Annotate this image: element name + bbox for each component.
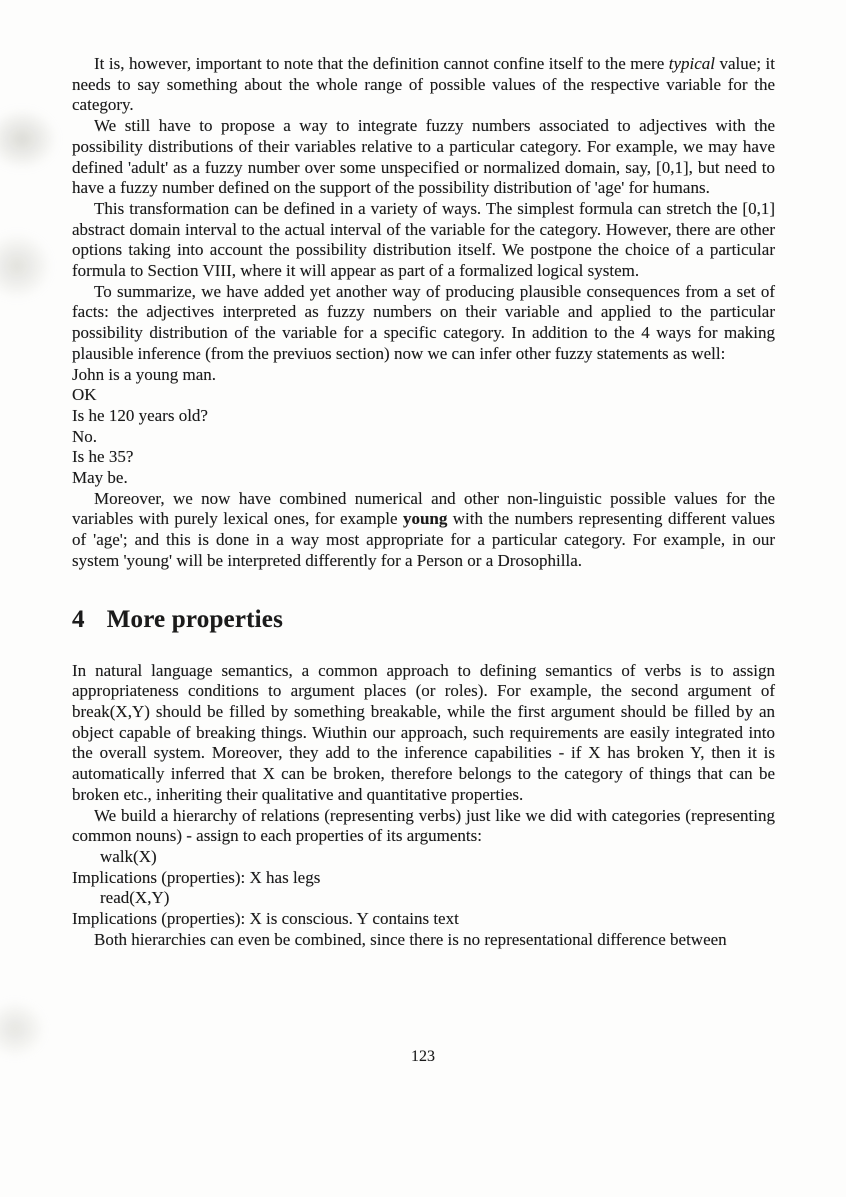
page-number: 123 (411, 1048, 435, 1065)
page-body-text (72, 54, 775, 950)
formula-read: read(X,Y) (100, 888, 170, 908)
paragraph-hierarchy-of-relations: We build a hierarchy of relations (representing verbs) just like we did with categories (representing common nouns) - assign to each properties of its arguments: (72, 805, 775, 846)
paragraph-text: with the numbers representing different values of 'age'; and this is done in a way most appropriate for a particular category. For example, in our system 'young' will be interpreted differently for a Person or a Drosophilla. (72, 509, 775, 570)
paragraph-summarize: To summarize, we have added yet another way of producing plausible consequences from a set of facts: the adjectives interpreted as fuzzy numbers on their variable and applied to the particular possibility distribution of the variable for a specific category. In addition to the 4 ways for making plausible inference (from the previuos section) now we can infer other fuzzy statements as well: (72, 281, 775, 363)
italic-word-typical: typical (668, 54, 716, 73)
paragraph-text: It is, however, important to note that the definition cannot confine itself to the mere (94, 54, 669, 73)
bold-word-young: young (402, 509, 448, 529)
dialogue-line: No. (72, 426, 98, 446)
paragraph-verb-semantics: In natural language semantics, a common approach to defining semantics of verbs is to assign appropriateness conditions to argument places (or roles). For example, the second argument of break(X,Y) should be filled by something breakable, while the first argument should be filled by an object capable of breaking things. Wiuthin our approach, such requirements are easily integrated into the overall system. Moreover, they add to the inference capabilities - if X has broken Y, then it is automatically inferred that X can be broken, therefore belongs to the category of things that can be broken etc., inheriting their qualitative and quantitative properties. (72, 660, 775, 804)
paragraph-text: Moreover, we now have combined numerical and other non-linguistic possible values for the variables with purely lexical ones, for example (72, 488, 775, 529)
paragraph-integrate-fuzzy-numbers: We still have to propose a way to integrate fuzzy numbers associated to adjectives with the possibility distributions of their variables relative to a particular category. For example, we may have defined 'adult' as a fuzzy number over some unspecified or normalized domain, say, [0,1], but need to have a fuzzy number defined on the support of the possibility distribution of 'age' for humans. (72, 116, 775, 198)
dialogue-line: OK (72, 385, 97, 405)
dialogue-line: Is he 120 years old? (72, 405, 208, 425)
paragraph-moreover-combined (72, 489, 775, 572)
scan-artifact (0, 232, 52, 300)
dialogue-line: John is a young man. (72, 364, 217, 384)
scan-artifact (0, 108, 58, 170)
implications-walk: Implications (properties): X has legs (72, 867, 321, 887)
section-number: 4 (72, 605, 85, 633)
implications-read: Implications (properties): X is conscious. Y contains text (72, 909, 459, 929)
paragraph-transformation: This transformation can be defined in a variety of ways. The simplest formula can stretch the [0,1] abstract domain interval to the actual interval of the variable for the category. However, there are other options taking into account the possibility distribution itself. We postpone the choice of a particular formula to Section VIII, where it will appear as part of a formalized logical system. (72, 198, 775, 281)
dialogue-line: May be. (72, 468, 128, 488)
formula-walk: walk(X) (100, 846, 157, 866)
dialogue-line: Is he 35? (72, 447, 134, 467)
section-heading-more-properties (72, 606, 775, 634)
section-title: More properties (106, 605, 284, 633)
paragraph-typical-value (72, 54, 775, 116)
paragraph-text: value; it needs to say something about the whole range of possible values of the respective variable for the category. (72, 54, 775, 115)
paragraph-hierarchies-combined: Both hierarchies can even be combined, since there is no representational difference between (94, 929, 727, 949)
